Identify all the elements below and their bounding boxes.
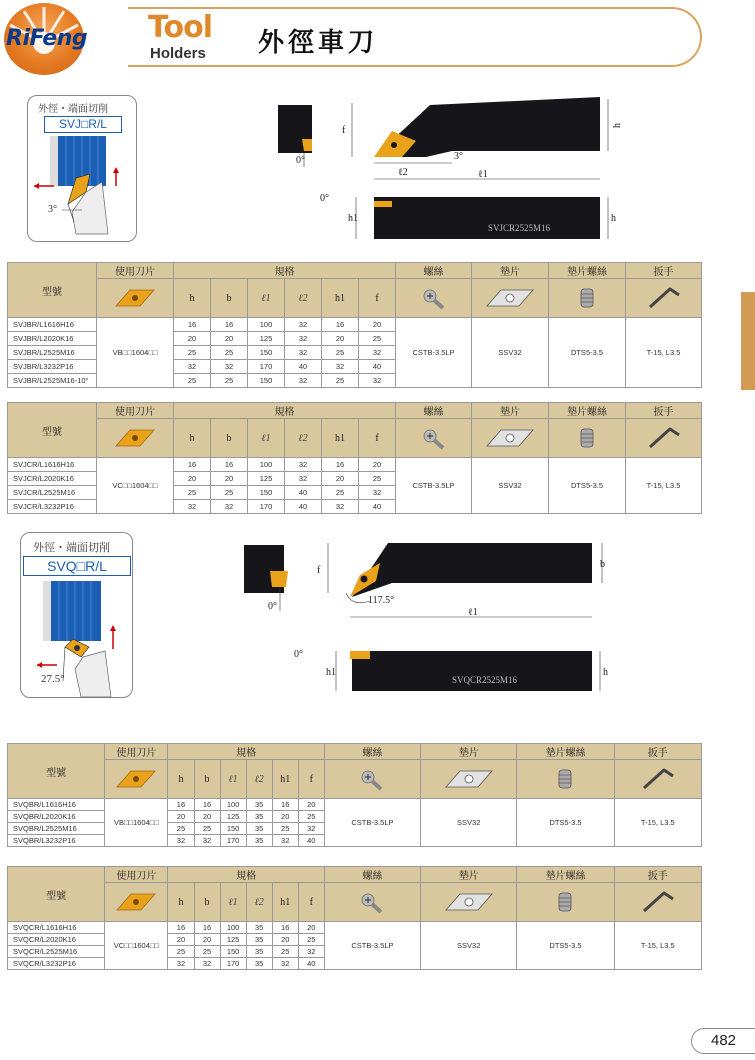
shim-icon-cell	[421, 883, 517, 922]
cell: 35	[246, 946, 272, 958]
screw-code: CSTB-3.5LP	[396, 318, 472, 388]
table-row-model: SVJBR/L2525M16	[8, 346, 97, 360]
cell: 20	[211, 472, 248, 486]
cell: 25	[298, 934, 324, 946]
svj-caption: 外徑・端面切削	[38, 104, 108, 115]
cell: 16	[194, 922, 220, 934]
svj-dim-h-top: h	[612, 123, 623, 128]
screw-icon	[357, 890, 387, 914]
cell: 35	[246, 811, 272, 823]
col-screw: 螺絲	[396, 263, 472, 279]
shim-screw-icon-cell	[517, 883, 614, 922]
cell: 170	[220, 835, 246, 847]
vc-insert-icon	[113, 890, 159, 914]
cell: 170	[220, 958, 246, 970]
cell: 32	[194, 835, 220, 847]
col-h: h	[168, 760, 194, 799]
cell: 32	[359, 486, 396, 500]
cell: 40	[285, 486, 322, 500]
svq-usage-diagram	[20, 532, 133, 698]
col-h1: h1	[272, 883, 298, 922]
col-spec: 規格	[174, 263, 396, 279]
col-shim: 墊片	[472, 403, 549, 419]
cell: 25	[211, 486, 248, 500]
insert-icon-cell	[97, 419, 174, 458]
svj-dimension-drawing	[270, 95, 623, 245]
cell: 25	[322, 374, 359, 388]
col-insert: 使用刀片	[105, 867, 168, 883]
col-h: h	[174, 279, 211, 318]
svj-dim-h1: h1	[348, 213, 358, 224]
cell: 100	[248, 458, 285, 472]
col-insert: 使用刀片	[97, 403, 174, 419]
screw-icon	[419, 286, 449, 310]
cell: 125	[220, 934, 246, 946]
col-wrench: 扳手	[626, 403, 702, 419]
cell: 32	[285, 332, 322, 346]
screw-icon-cell	[324, 760, 420, 799]
cell: 25	[298, 811, 324, 823]
table-row-model: SVJCR/L3232P16	[8, 500, 97, 514]
svq-c-table	[7, 866, 702, 970]
cell: 125	[220, 811, 246, 823]
shim-icon	[444, 767, 494, 791]
svq-code: SVQ□R/L	[23, 556, 131, 576]
wrench-icon	[640, 766, 676, 792]
cell: 125	[248, 332, 285, 346]
svq-workpiece-illustration	[21, 577, 134, 697]
cell: 40	[285, 500, 322, 514]
cell: 170	[248, 500, 285, 514]
cell: 35	[246, 922, 272, 934]
svq-angle-label: 27.5°	[41, 673, 65, 685]
insert-code: VB□□1604□□	[105, 799, 168, 847]
cell: 16	[211, 458, 248, 472]
cell: 16	[168, 922, 194, 934]
cell: 35	[246, 934, 272, 946]
col-insert: 使用刀片	[97, 263, 174, 279]
cell: 32	[359, 374, 396, 388]
cell: 20	[359, 458, 396, 472]
col-l1: ℓ1	[220, 760, 246, 799]
svj-side-angle: 3°	[454, 151, 463, 162]
col-model: 型號	[8, 867, 105, 922]
cell: 32	[285, 346, 322, 360]
screw-code: CSTB-3.5LP	[324, 799, 420, 847]
wrench-icon	[646, 425, 682, 451]
col-wrench: 扳手	[626, 263, 702, 279]
screw-icon	[419, 426, 449, 450]
col-screw: 螺絲	[396, 403, 472, 419]
cell: 170	[248, 360, 285, 374]
screw-icon	[357, 767, 387, 791]
cell: 25	[168, 946, 194, 958]
table-row-model: SVJBR/L1616H16	[8, 318, 97, 332]
cell: 35	[246, 823, 272, 835]
cell: 16	[322, 318, 359, 332]
insert-code: VC□□1604□□	[97, 458, 174, 514]
svj-b-table	[7, 262, 702, 388]
cell: 20	[168, 934, 194, 946]
cell: 20	[174, 472, 211, 486]
cell: 32	[285, 458, 322, 472]
cell: 16	[194, 799, 220, 811]
wrench-code: T-15, L3.5	[626, 458, 702, 514]
insert-icon-cell	[105, 760, 168, 799]
cell: 35	[246, 835, 272, 847]
wrench-code: T-15, L3.5	[614, 922, 701, 970]
cell: 32	[211, 500, 248, 514]
cell: 25	[211, 374, 248, 388]
cell: 150	[220, 946, 246, 958]
cell: 20	[272, 934, 298, 946]
col-spec: 規格	[174, 403, 396, 419]
svq-dimension-drawing	[240, 535, 620, 695]
shim-code: SSV32	[421, 922, 517, 970]
shim-screw-icon-cell	[549, 419, 626, 458]
cell: 20	[174, 332, 211, 346]
shim-screw-code: DTS5-3.5	[549, 458, 626, 514]
table-row-model: SVQCR/L1616H16	[8, 922, 105, 934]
cell: 40	[285, 360, 322, 374]
table-row-model: SVQBR/L2020K16	[8, 811, 105, 823]
col-shim: 墊片	[472, 263, 549, 279]
cell: 25	[272, 946, 298, 958]
table-row-model: SVJBR/L3232P16	[8, 360, 97, 374]
vc-insert-icon	[112, 426, 158, 450]
svq-b-table	[7, 743, 702, 847]
cell: 32	[174, 500, 211, 514]
cell: 35	[246, 799, 272, 811]
wrench-icon-cell	[626, 419, 702, 458]
cell: 25	[194, 823, 220, 835]
col-l1: ℓ1	[248, 419, 285, 458]
col-shim: 墊片	[421, 867, 517, 883]
screw-icon-cell	[396, 419, 472, 458]
brand-name: RiFeng	[6, 26, 88, 51]
col-model: 型號	[8, 744, 105, 799]
table-row-model: SVQBR/L2525M16	[8, 823, 105, 835]
cell: 25	[168, 823, 194, 835]
cell: 32	[211, 360, 248, 374]
svq-angle-1175: 117.5°	[368, 595, 395, 606]
svj-holder-marking: SVJCR2525M16	[488, 223, 551, 233]
wrench-icon-cell	[626, 279, 702, 318]
svq-holder-marking: SVQCR2525M16	[452, 675, 518, 685]
insert-code: VB□□1604□□	[97, 318, 174, 388]
table-row-model: SVQBR/L1616H16	[8, 799, 105, 811]
cell: 150	[248, 374, 285, 388]
svq-end-angle: 0°	[268, 601, 277, 612]
col-l1: ℓ1	[248, 279, 285, 318]
cell: 32	[285, 472, 322, 486]
shim-code: SSV32	[472, 318, 549, 388]
svj-c-table	[7, 402, 702, 514]
page-title: 外徑車刀	[258, 28, 379, 58]
shim-icon	[485, 286, 535, 310]
shim-screw-icon-cell	[549, 279, 626, 318]
shim-screw-icon	[554, 766, 576, 792]
cell: 20	[211, 332, 248, 346]
shim-screw-code: DTS5-3.5	[549, 318, 626, 388]
col-b: b	[194, 883, 220, 922]
shim-screw-icon	[554, 889, 576, 915]
col-screw: 螺絲	[324, 744, 420, 760]
cell: 16	[272, 922, 298, 934]
svq-dim-f: f	[317, 565, 321, 576]
cell: 25	[359, 472, 396, 486]
col-screw: 螺絲	[324, 867, 420, 883]
col-shim-screw: 墊片螺絲	[517, 744, 614, 760]
col-shim-screw: 墊片螺絲	[549, 263, 626, 279]
cell: 25	[359, 332, 396, 346]
col-l2: ℓ2	[246, 883, 272, 922]
cell: 125	[248, 472, 285, 486]
cell: 32	[285, 318, 322, 332]
svq-dim-h: h	[603, 667, 608, 678]
cell: 32	[194, 958, 220, 970]
wrench-icon	[646, 285, 682, 311]
cell: 150	[248, 486, 285, 500]
col-h1: h1	[272, 760, 298, 799]
col-b: b	[211, 419, 248, 458]
cell: 25	[194, 946, 220, 958]
table-row-model: SVJCR/L2020K16	[8, 472, 97, 486]
insert-code: VC□□1604□□	[105, 922, 168, 970]
cell: 32	[359, 346, 396, 360]
shim-screw-icon-cell	[517, 760, 614, 799]
cell: 40	[359, 500, 396, 514]
cell: 25	[174, 346, 211, 360]
vb-insert-icon	[112, 286, 158, 310]
col-model: 型號	[8, 263, 97, 318]
svj-angle-label: 3°	[48, 204, 57, 215]
shim-icon	[444, 890, 494, 914]
cell: 20	[298, 799, 324, 811]
cell: 20	[322, 332, 359, 346]
vb-insert-icon	[113, 767, 159, 791]
svj-dim-h-side: h	[611, 213, 616, 224]
screw-icon-cell	[396, 279, 472, 318]
col-h1: h1	[322, 279, 359, 318]
col-b: b	[211, 279, 248, 318]
col-f: f	[298, 883, 324, 922]
cell: 40	[298, 958, 324, 970]
svj-dim-l2: ℓ2	[398, 167, 408, 178]
cell: 100	[220, 922, 246, 934]
table-row-model: SVJBR/L2525M16-10°	[8, 374, 97, 388]
cell: 32	[174, 360, 211, 374]
col-f: f	[359, 279, 396, 318]
col-l1: ℓ1	[220, 883, 246, 922]
svj-side-zero: 0°	[320, 193, 329, 204]
shim-screw-code: DTS5-3.5	[517, 922, 614, 970]
col-h: h	[174, 419, 211, 458]
cell: 20	[194, 811, 220, 823]
svj-code: SVJ□R/L	[44, 116, 122, 133]
shim-code: SSV32	[421, 799, 517, 847]
cell: 150	[248, 346, 285, 360]
cell: 20	[168, 811, 194, 823]
col-f: f	[359, 419, 396, 458]
wrench-icon-cell	[614, 883, 701, 922]
shim-screw-icon	[576, 425, 598, 451]
col-l2: ℓ2	[246, 760, 272, 799]
cell: 32	[272, 835, 298, 847]
col-shim: 墊片	[421, 744, 517, 760]
shim-icon-cell	[421, 760, 517, 799]
col-l2: ℓ2	[285, 419, 322, 458]
col-h: h	[168, 883, 194, 922]
insert-icon-cell	[97, 279, 174, 318]
cell: 25	[211, 346, 248, 360]
table-row-model: SVQCR/L2525M16	[8, 946, 105, 958]
screw-code: CSTB-3.5LP	[324, 922, 420, 970]
cell: 16	[174, 318, 211, 332]
shim-icon-cell	[472, 419, 549, 458]
col-h1: h1	[322, 419, 359, 458]
svj-usage-diagram	[27, 95, 137, 242]
svq-side-zero: 0°	[294, 649, 303, 660]
col-b: b	[194, 760, 220, 799]
cell: 100	[248, 318, 285, 332]
cell: 32	[298, 946, 324, 958]
wrench-icon	[640, 889, 676, 915]
shim-code: SSV32	[472, 458, 549, 514]
cell: 16	[272, 799, 298, 811]
cell: 16	[174, 458, 211, 472]
cell: 40	[359, 360, 396, 374]
title-holders: Holders	[150, 45, 206, 62]
screw-code: CSTB-3.5LP	[396, 458, 472, 514]
title-tool: Tool	[148, 10, 212, 45]
cell: 150	[220, 823, 246, 835]
col-spec: 規格	[168, 867, 324, 883]
svj-workpiece-illustration	[28, 134, 138, 244]
table-row-model: SVQBR/L3232P16	[8, 835, 105, 847]
cell: 32	[322, 500, 359, 514]
cell: 32	[322, 360, 359, 374]
shim-screw-code: DTS5-3.5	[517, 799, 614, 847]
side-tab	[741, 292, 755, 390]
wrench-code: T-15, L3.5	[614, 799, 701, 847]
shim-screw-icon	[576, 285, 598, 311]
cell: 16	[168, 799, 194, 811]
col-wrench: 扳手	[614, 744, 701, 760]
cell: 25	[174, 486, 211, 500]
col-model: 型號	[8, 403, 97, 458]
cell: 25	[272, 823, 298, 835]
shim-icon-cell	[472, 279, 549, 318]
cell: 20	[359, 318, 396, 332]
col-shim-screw: 墊片螺絲	[517, 867, 614, 883]
svj-dim-l1: ℓ1	[478, 169, 488, 180]
col-spec: 規格	[168, 744, 324, 760]
cell: 25	[322, 346, 359, 360]
svj-dim-f: f	[342, 125, 346, 136]
col-wrench: 扳手	[614, 867, 701, 883]
table-row-model: SVJBR/L2020K16	[8, 332, 97, 346]
table-row-model: SVJCR/L1616H16	[8, 458, 97, 472]
col-insert: 使用刀片	[105, 744, 168, 760]
page-number: 482	[691, 1028, 755, 1054]
cell: 100	[220, 799, 246, 811]
svj-end-angle: 0°	[296, 155, 305, 166]
svq-caption: 外徑・端面切削	[33, 541, 110, 554]
cell: 16	[322, 458, 359, 472]
screw-icon-cell	[324, 883, 420, 922]
col-l2: ℓ2	[285, 279, 322, 318]
cell: 25	[322, 486, 359, 500]
svq-dim-h1: h1	[326, 667, 336, 678]
cell: 32	[168, 958, 194, 970]
shim-icon	[485, 426, 535, 450]
table-row-model: SVQCR/L2020K16	[8, 934, 105, 946]
table-row-model: SVQCR/L3232P16	[8, 958, 105, 970]
cell: 35	[246, 958, 272, 970]
cell: 20	[194, 934, 220, 946]
cell: 32	[298, 823, 324, 835]
cell: 20	[298, 922, 324, 934]
cell: 32	[285, 374, 322, 388]
cell: 20	[272, 811, 298, 823]
cell: 16	[211, 318, 248, 332]
svq-dim-b: b	[600, 559, 605, 570]
wrench-icon-cell	[614, 760, 701, 799]
cell: 20	[322, 472, 359, 486]
insert-icon-cell	[105, 883, 168, 922]
title-frame	[128, 7, 702, 67]
cell: 25	[174, 374, 211, 388]
svq-dim-l1: ℓ1	[468, 607, 478, 618]
col-f: f	[298, 760, 324, 799]
table-row-model: SVJCR/L2525M16	[8, 486, 97, 500]
cell: 32	[168, 835, 194, 847]
cell: 32	[272, 958, 298, 970]
col-shim-screw: 墊片螺絲	[549, 403, 626, 419]
wrench-code: T-15, L3.5	[626, 318, 702, 388]
cell: 40	[298, 835, 324, 847]
